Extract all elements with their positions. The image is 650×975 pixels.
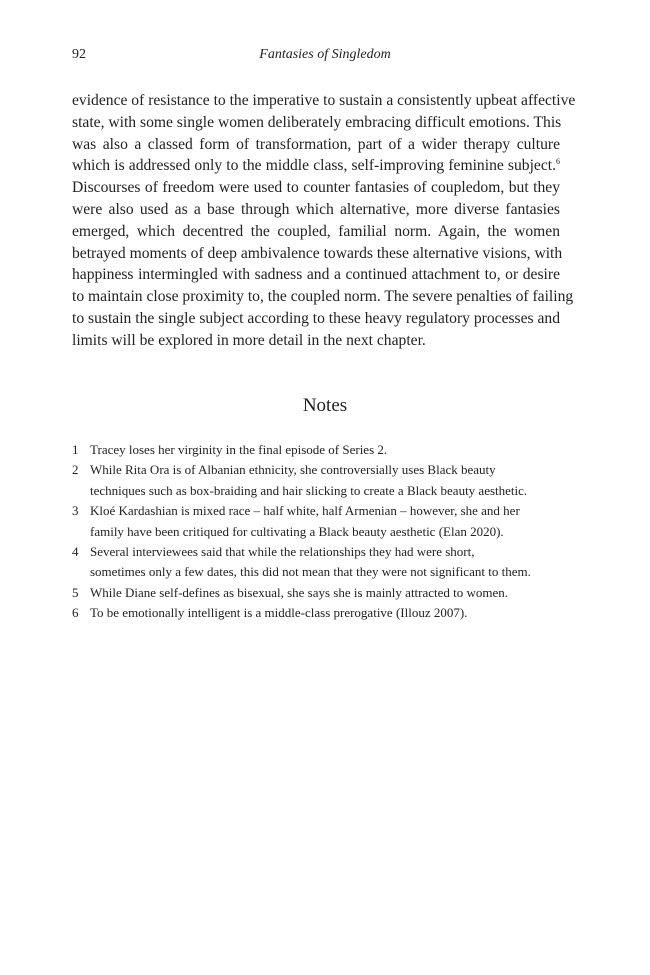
- note-item: [72, 460, 572, 501]
- note-item: [72, 440, 572, 460]
- note-text: Several interviewees said that while the relationships they had were short,: [90, 544, 475, 560]
- body-line: evidence of resistance to the imperative to sustain a consistently upbeat affective: [72, 92, 576, 109]
- note-number: 1: [72, 442, 79, 457]
- note-text: techniques such as box-braiding and hair slicking to create a Black beauty aesthetic.: [90, 482, 528, 498]
- note-text: While Rita Ora is of Albanian ethnicity, she controversially uses Black beauty: [90, 462, 496, 478]
- notes-heading: Notes: [302, 395, 348, 416]
- note-text: family have been critiqued for cultivating a Black beauty aesthetic (Elan 2020).: [90, 523, 504, 539]
- running-head: Fantasies of Singledom: [259, 47, 391, 62]
- note-item: [72, 501, 572, 542]
- note-item: [72, 542, 572, 583]
- note-text: sometimes only a few dates, this did not mean that they were not significant to them.: [90, 564, 531, 580]
- body-line: emerged, which decentred the coupled, familial norm. Again, the women: [72, 222, 560, 240]
- body-line: state, with some single women deliberately embracing difficult emotions. This: [72, 113, 562, 131]
- body-line-text: which is addressed only to the middle class, self-improving feminine subject.: [72, 157, 556, 175]
- notes-list: [72, 440, 572, 624]
- note-text: Tracey loses her virginity in the final episode of Series 2.: [90, 442, 388, 457]
- note-number: 5: [72, 584, 79, 600]
- body-paragraph: [72, 90, 576, 352]
- footnote-reference: 6: [556, 157, 560, 167]
- note-item: [72, 583, 572, 603]
- body-line: to maintain close proximity to, the coupled norm. The severe penalties of failing: [72, 288, 574, 306]
- body-line: to sustain the single subject according to these heavy regulatory processes and: [72, 309, 561, 327]
- page-number: 92: [72, 47, 86, 62]
- note-number: 2: [72, 462, 79, 478]
- body-line: betrayed moments of deep ambivalence towards these alternative visions, with: [72, 244, 563, 262]
- body-line: happiness intermingled with sadness and a continued attachment to, or desire: [72, 266, 560, 284]
- note-number: 4: [72, 544, 79, 560]
- body-line: limits will be explored in more detail in the next chapter.: [72, 331, 426, 349]
- note-number: 3: [72, 503, 79, 519]
- note-text: While Diane self-defines as bisexual, she says she is mainly attracted to women.: [90, 584, 509, 600]
- note-item: [72, 603, 572, 623]
- body-line: was also a classed form of transformation, part of a wider therapy culture: [72, 135, 560, 153]
- note-text: Kloé Kardashian is mixed race – half white, half Armenian – however, she and her: [90, 503, 520, 519]
- note-number: 6: [72, 605, 79, 621]
- note-text: To be emotionally intelligent is a middle-class prerogative (Illouz 2007).: [90, 605, 468, 621]
- body-line: [72, 155, 560, 177]
- body-line: Discourses of freedom were used to counter fantasies of coupledom, but they: [72, 179, 560, 197]
- body-line: were also used as a base through which alternative, more diverse fantasies: [72, 200, 560, 218]
